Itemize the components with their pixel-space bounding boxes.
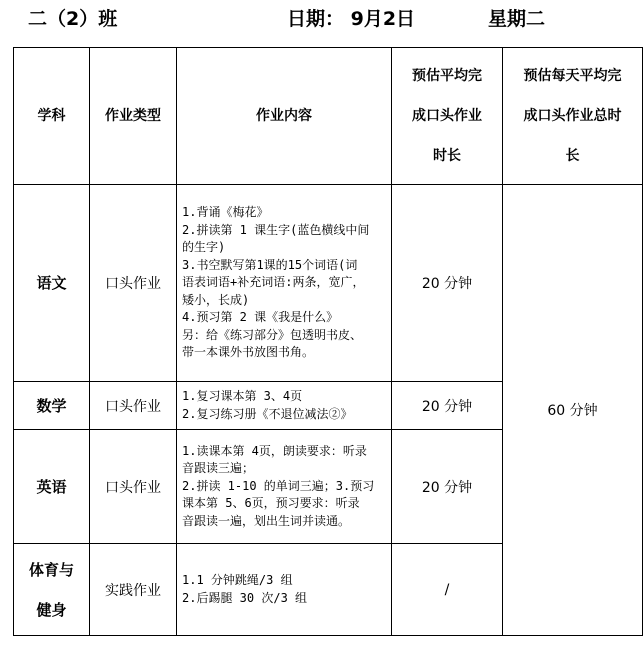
subject-cell: 英语	[14, 430, 90, 544]
class-name: 二（2）班	[28, 8, 118, 30]
homework-table	[13, 47, 643, 636]
content-cell: 1.复习课本第 3、4页 2.复习练习册《不退位减法②》	[177, 382, 392, 430]
time-cell: 20 分钟	[392, 430, 503, 544]
type-cell: 口头作业	[90, 382, 177, 430]
type-cell: 口头作业	[90, 185, 177, 382]
subject-cell: 语文	[14, 185, 90, 382]
content-cell: 1.读课本第 4页，朗读要求：听录 音跟读三遍； 2.拼读 1-10 的单词三遍；3.预习 课本第 5、6页，预习要求：听录 音跟读一遍，划出生词并读通。	[177, 430, 392, 544]
time-cell: 20 分钟	[392, 185, 503, 382]
time-cell: /	[392, 544, 503, 636]
type-cell: 实践作业	[90, 544, 177, 636]
weekday-label: 星期二	[488, 8, 546, 30]
time-cell: 20 分钟	[392, 382, 503, 430]
header-subject: 学科	[14, 48, 90, 185]
total-time-cell: 60 分钟	[503, 185, 643, 636]
header	[0, 0, 644, 30]
type-cell: 口头作业	[90, 430, 177, 544]
header-type: 作业类型	[90, 48, 177, 185]
table-row	[14, 185, 643, 382]
content-cell: 1.背诵《梅花》 2.拼读第 1 课生字(蓝色横线中间 的生字) 3.书空默写第1课的15个词语(词 语表词语+补充词语:两条，宽广， 矮小，长成) 4.预习第 2 课《我是什么》 另：给《练习部分》包透明书皮、 带一本课外书放图书角。	[177, 185, 392, 382]
header-avg-time: 预估平均完 成口头作业 时长	[392, 48, 503, 185]
table-header-row	[14, 48, 643, 185]
subject-cell: 体育与 健身	[14, 544, 90, 636]
date-label: 日期： 9月2日	[287, 8, 416, 30]
subject-cell: 数学	[14, 382, 90, 430]
content-cell: 1.1 分钟跳绳/3 组 2.后踢腿 30 次/3 组	[177, 544, 392, 636]
header-content: 作业内容	[177, 48, 392, 185]
header-total-time: 预估每天平均完 成口头作业总时 长	[503, 48, 643, 185]
